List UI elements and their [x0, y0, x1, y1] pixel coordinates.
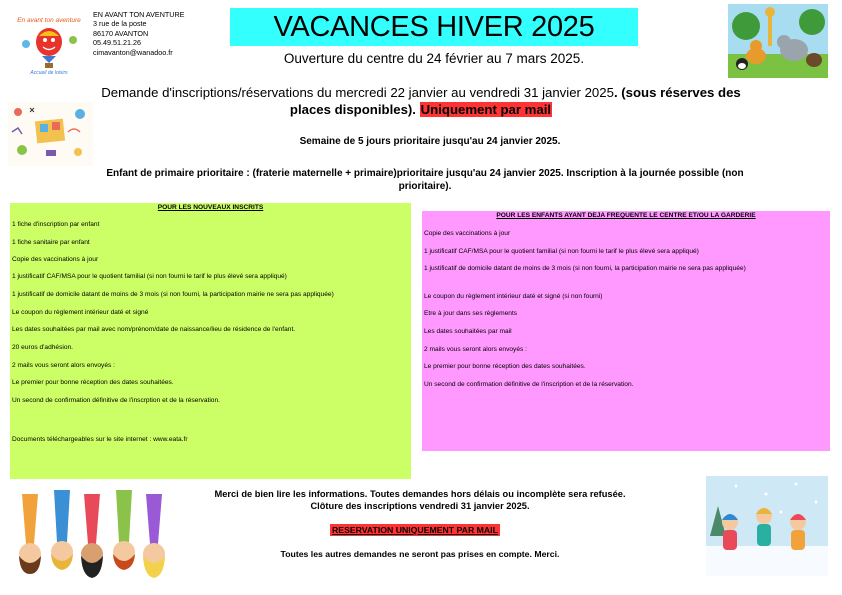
- children-illustration: [12, 484, 172, 592]
- doodles-illustration: [8, 102, 93, 166]
- eata-logo: [14, 10, 84, 76]
- list-item: 1 justificatif CAF/MSA pour le quotient familial (si non fourni le tarif le plus élevé sera appliqué): [424, 248, 699, 255]
- footer-read-note: Merci de bien lire les informations. Toutes demandes hors délais ou incomplète sera refusée.: [214, 489, 626, 499]
- address-line: EN AVANT TON AVENTURE: [93, 10, 185, 19]
- logo-bottom-text: Accueil de loisirs: [30, 70, 68, 76]
- mail-only-reservation-badge: RESERVATION UNIQUEMENT PAR MAIL: [332, 525, 498, 535]
- list-item: Copie des vaccinations à jour: [12, 256, 99, 263]
- availability-note: . (sous réserves des places disponibles).: [289, 85, 741, 117]
- list-item: Le coupon du règlement intérieur daté et signé (si non fourni): [424, 293, 603, 300]
- list-item: 1 justificatif de domicile datant de moins de 3 mois (si non fourni, la participation mairie ne sera pas appliquée): [424, 265, 746, 272]
- animals-illustration: [728, 4, 828, 78]
- address-line: 3 rue de la poste: [93, 19, 147, 29]
- list-item: 2 mails vous seront alors envoyés :: [424, 346, 527, 353]
- list-item: Etre à jour dans ses règlements: [424, 310, 518, 317]
- address-block: [93, 10, 184, 57]
- returning-children-box: [422, 211, 830, 451]
- opening-dates: Ouverture du centre du 24 février au 7 mars 2025.: [283, 51, 585, 66]
- registration-period: [95, 84, 747, 118]
- registration-period-text: Demande d'inscriptions/réservations du mercredi 22 janvier au vendredi 31 janvier 2025: [101, 85, 614, 100]
- list-item: Le coupon du règlement intérieur daté et signé: [12, 309, 149, 316]
- footer-other-requests: Toutes les autres demandes ne seront pas prises en compte. Merci.: [280, 549, 560, 559]
- primary-priority-note: Enfant de primaire prioritaire : (fraterie maternelle + primaire)prioritaire jusqu'au 24 janvier 2025. Inscription à la journée possible (non prioritaire).: [106, 168, 744, 192]
- list-item: Le premier pour bonne réception des dates souhaitées.: [12, 379, 174, 386]
- list-item: 1 justificatif CAF/MSA pour le quotient familial (si non fourni le tarif le plus élevé sera appliqué): [12, 273, 287, 280]
- address-line: 86170 AVANTON: [93, 28, 149, 38]
- list-item: 1 fiche sanitaire par enfant: [12, 239, 90, 246]
- list-item: Un second de confirmation définitive de l'inscrption et de la réservation.: [12, 397, 220, 404]
- list-item: Copie des vaccinations à jour: [424, 230, 511, 237]
- address-line: 05.49.51.21.26: [93, 38, 141, 48]
- returning-children-heading: POUR LES ENFANTS AYANT DEJA FREQUENTE LE CENTRE ET/OU LA GARDERIE: [496, 212, 756, 219]
- list-item: Le premier pour bonne réception des dates souhaitées.: [424, 363, 586, 370]
- address-line: cimavanton@wanadoo.fr: [93, 47, 173, 57]
- list-item: 20 euros d'adhésion.: [12, 344, 74, 351]
- list-item: 1 justificatif de domicile datant de moins de 3 mois (si non fourni, la participation mairie ne sera pas appliquée): [12, 291, 334, 298]
- page-title: VACANCES HIVER 2025: [230, 8, 638, 46]
- mail-only-badge: Uniquement par mail: [420, 102, 552, 117]
- downloads-note: Documents téléchargeables sur le site internet : www.eata.fr: [12, 436, 188, 443]
- closing-date-note: Clôture des inscriptions vendredi 31 janvier 2025.: [310, 501, 530, 511]
- logo-top-text: En avant ton aventure: [17, 17, 81, 24]
- list-item: 1 fiche d'inscription par enfant: [12, 221, 100, 228]
- list-item: 2 mails vous seront alors envoyés :: [12, 362, 115, 369]
- footer-notice: [160, 488, 680, 512]
- list-item: Les dates souhaitées par mail avec nom/prénom/date de naissance/lieu de résidence de l'enfant.: [12, 326, 296, 333]
- list-item: Un second de confirmation définitive de l'inscription et de la réservation.: [424, 381, 634, 388]
- snow-kids-illustration: [706, 476, 828, 576]
- new-registrants-heading: POUR LES NOUVEAUX INSCRITS: [157, 204, 264, 211]
- new-registrants-box: [10, 203, 411, 479]
- week-priority-note: Semaine de 5 jours prioritaire jusqu'au 24 janvier 2025.: [299, 136, 561, 147]
- list-item: Les dates souhaitées par mail: [424, 328, 512, 335]
